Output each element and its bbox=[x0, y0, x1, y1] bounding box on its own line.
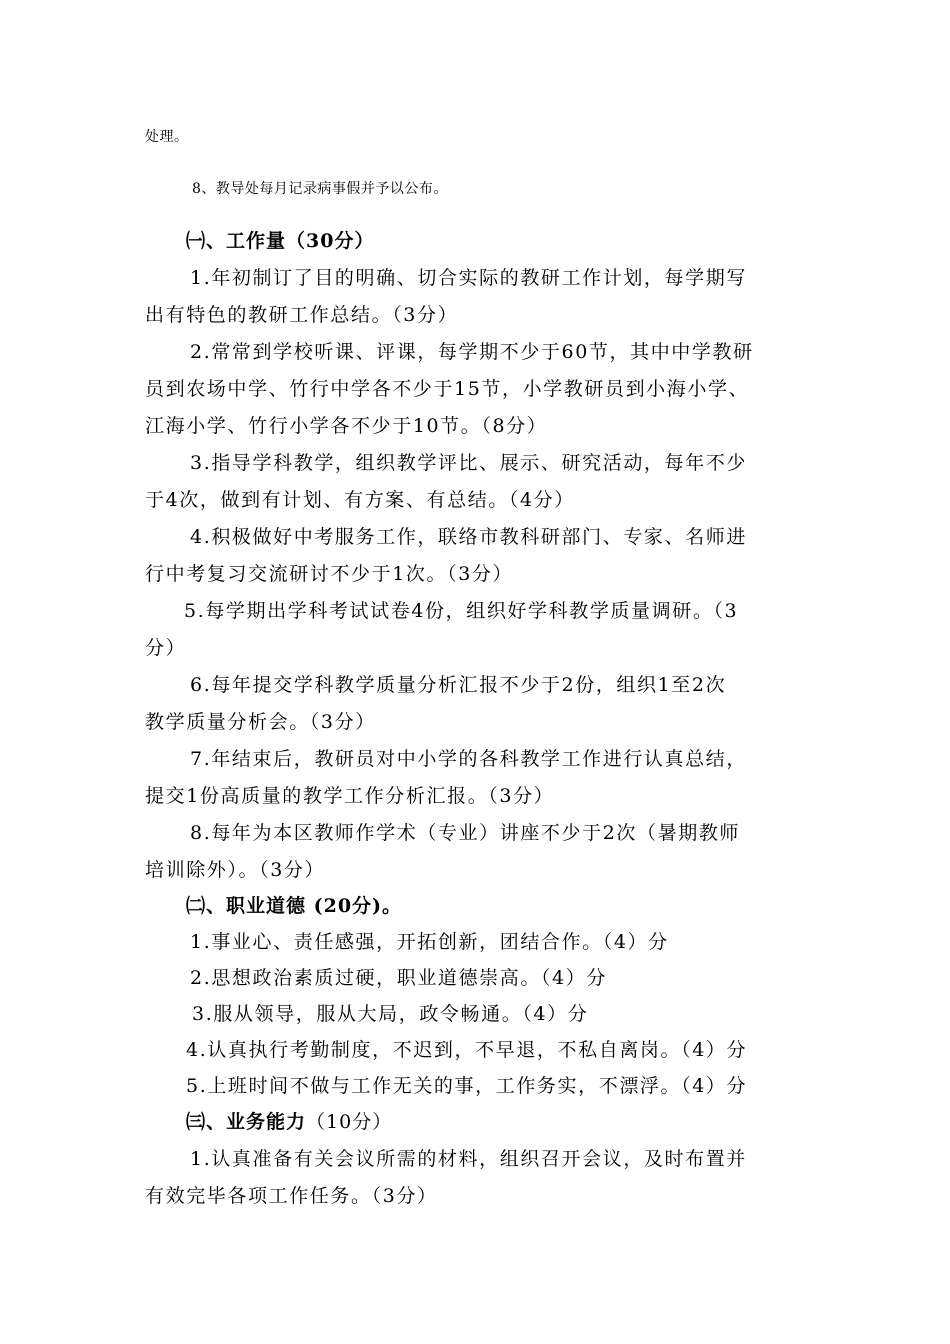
section-2-heading: ㈡、职业道德 (20分)。 bbox=[186, 895, 403, 917]
section-1-line-15: 提交1份高质量的教学工作分析汇报。（3分） bbox=[145, 785, 555, 807]
section-3-heading-title: ㈢、业务能力 bbox=[186, 1111, 307, 1133]
section-1-line-8: 4.积极做好中考服务工作，联络市教科研部门、专家、名师进 bbox=[190, 526, 747, 548]
section-1-line-4: 员到农场中学、竹行中学各不少于15节，小学教研员到小海小学、 bbox=[145, 378, 750, 400]
section-3-line-1: 1.认真准备有关会议所需的材料，组织召开会议，及时布置并 bbox=[190, 1148, 747, 1170]
section-1-line-12: 6.每年提交学科教学质量分析汇报不少于2份，组织1至2次 bbox=[190, 674, 727, 696]
section-1-line-16: 8.每年为本区教师作学术（专业）讲座不少于2次（暑期教师 bbox=[190, 822, 741, 844]
section-1-line-1: 1.年初制订了目的明确、切合实际的教研工作计划，每学期写 bbox=[190, 267, 747, 289]
section-2-line-1: 1.事业心、责任感强，开拓创新，团结合作。（4）分 bbox=[190, 931, 669, 953]
section-2-line-5: 5.上班时间不做与工作无关的事，工作务实，不漂浮。（4）分 bbox=[186, 1075, 748, 1097]
intro-line-2: 8、教导处每月记录病事假并予以公布。 bbox=[192, 181, 448, 197]
section-1-line-3: 2.常常到学校听课、评课，每学期不少于60节，其中中学教研 bbox=[190, 341, 754, 363]
section-3-line-2: 有效完毕各项工作任务。（3分） bbox=[145, 1185, 438, 1207]
section-2-line-2: 2.思想政治素质过硬，职业道德崇高。（4）分 bbox=[190, 967, 607, 989]
section-1-line-14: 7.年结束后，教研员对中小学的各科教学工作进行认真总结， bbox=[190, 748, 747, 770]
section-2-line-4: 4.认真执行考勤制度，不迟到，不早退，不私自离岗。（4）分 bbox=[186, 1039, 748, 1061]
intro-line-1: 处理。 bbox=[145, 129, 189, 145]
section-1-line-10: 5.每学期出学科考试试卷4份，组织好学科教学质量调研。（3 bbox=[184, 600, 739, 622]
section-1-line-17: 培训除外）。（3分） bbox=[145, 859, 326, 881]
section-1-line-6: 3.指导学科教学，组织教学评比、展示、研究活动，每年不少 bbox=[190, 452, 747, 474]
section-1-line-11: 分） bbox=[145, 637, 187, 659]
section-1-line-9: 行中考复习交流研讨不少于1次。（3分） bbox=[145, 563, 514, 585]
section-1-line-5: 江海小学、竹行小学各不少于10节。（8分） bbox=[145, 415, 548, 437]
section-3-heading-score: （10分） bbox=[306, 1111, 393, 1133]
section-1-line-2: 出有特色的教研工作总结。（3分） bbox=[145, 304, 459, 326]
section-1-heading: ㈠、工作量（30分） bbox=[186, 230, 375, 252]
section-3-heading bbox=[186, 1109, 392, 1135]
section-1-line-7: 于4次，做到有计划、有方案、有总结。（4分） bbox=[145, 489, 575, 511]
section-1-line-13: 教学质量分析会。（3分） bbox=[145, 711, 376, 733]
section-2-line-3: 3.服从领导，服从大局，政令畅通。（4）分 bbox=[192, 1003, 589, 1025]
